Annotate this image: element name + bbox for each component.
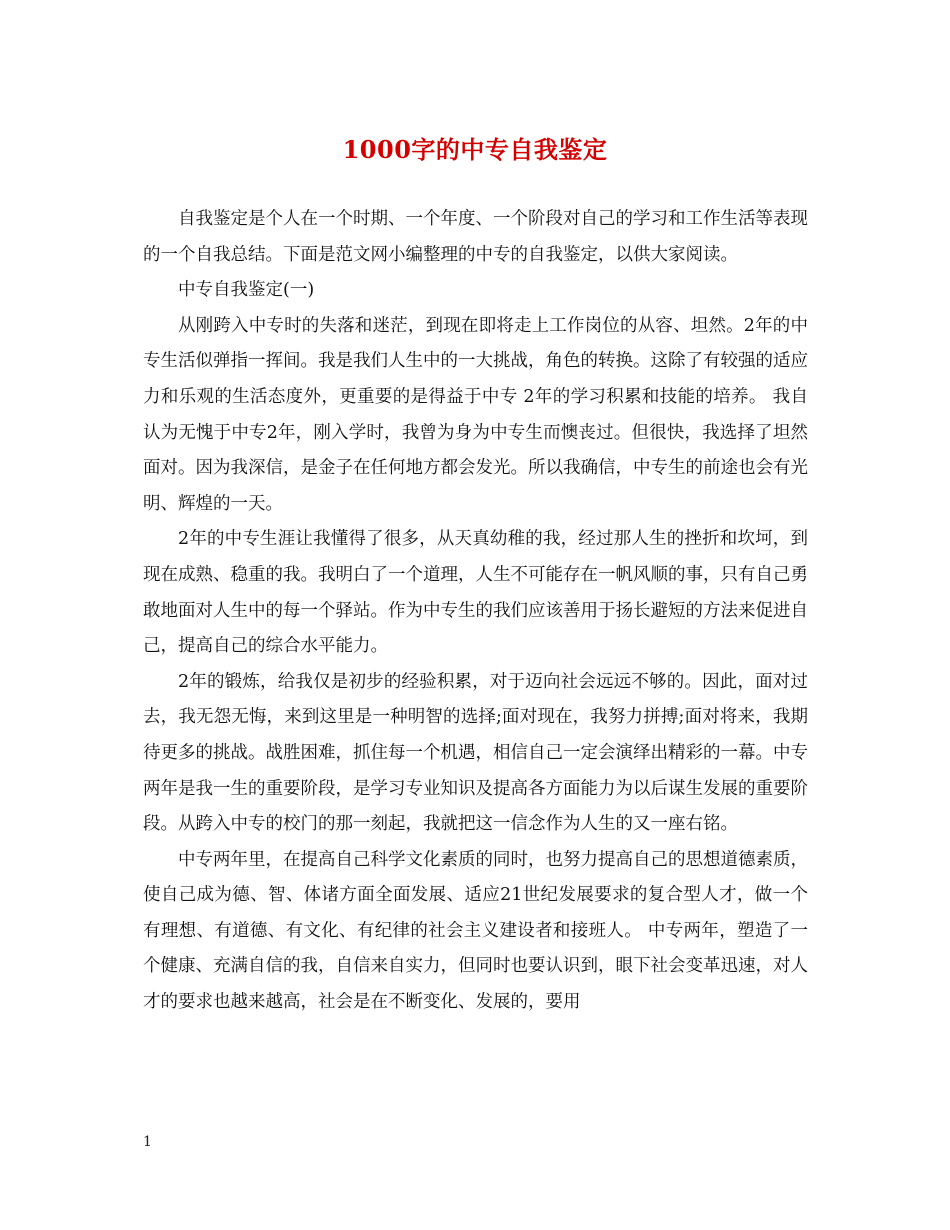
paragraph: 中专两年里，在提高自己科学文化素质的同时，也努力提高自己的思想道德素质，使自己成为德、智、体诸方面全面发展、适应21世纪发展要求的复合型人才，做一个有理想、有道德、有文化、有纪律的社会主义建设者和接班人。 中专两年，塑造了一个健康、充满自信的我，自信来自实力，但同时也要认识到，眼下社会变革迅速，对人才的要求也越来越高，社会是在不断变化、发展的，要用	[143, 849, 808, 1013]
page-number: 1	[143, 1134, 152, 1150]
paragraph-intro: 自我鉴定是个人在一个时期、一个年度、一个阶段对自己的学习和工作生活等表现的一个自我总结。下面是范文网小编整理的中专的自我鉴定，以供大家阅读。	[143, 209, 808, 265]
paragraph: 从刚跨入中专时的失落和迷茫，到现在即将走上工作岗位的从容、坦然。2年的中专生活似弹指一挥间。我是我们人生中的一大挑战，角色的转换。这除了有较强的适应力和乐观的生活态度外，更重要的是得益于中专 2年的学习积累和技能的培养。 我自认为无愧于中专2年，刚入学时，我曾为身为中专生而懊丧过。但很快，我选择了坦然面对。因为我深信，是金子在任何地方都会发光。所以我确信，中专生的前途也会有光明、辉煌的一天。	[143, 315, 808, 514]
document-body	[143, 202, 808, 1021]
paragraph: 2年的中专生涯让我懂得了很多，从天真幼稚的我，经过那人生的挫折和坎坷，到现在成熟、稳重的我。我明白了一个道理，人生不可能存在一帆风顺的事，只有自己勇敢地面对人生中的每一个驿站。作为中专生的我们应该善用于扬长避短的方法来促进自己，提高自己的综合水平能力。	[143, 529, 808, 657]
document-title: 1000字的中专自我鉴定	[342, 135, 608, 164]
paragraph: 2年的锻炼，给我仅是初步的经验积累，对于迈向社会远远不够的。因此，面对过去，我无怨无悔，来到这里是一种明智的选择;面对现在，我努力拼搏;面对将来，我期待更多的挑战。战胜困难，抓住每一个机遇，相信自己一定会演绎出精彩的一幕。中专两年是我一生的重要阶段，是学习专业知识及提高各方面能力为以后谋生发展的重要阶段。从跨入中专的校门的那一刻起，我就把这一信念作为人生的又一座右铭。	[143, 671, 808, 835]
section-heading: 中专自我鉴定(一)	[178, 280, 315, 301]
